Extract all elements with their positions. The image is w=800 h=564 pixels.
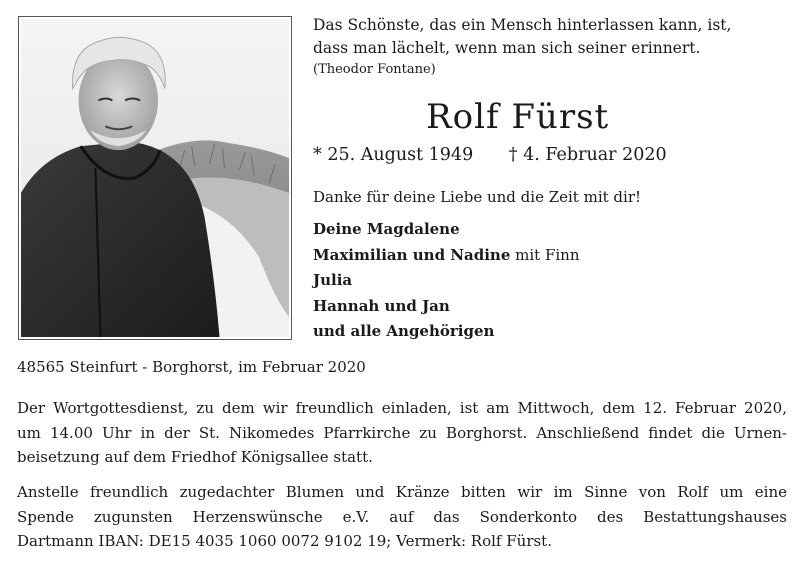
- paragraph-line: Spende zugunsten Herzenswünsche e.V. auf das Sonderkonto des Bestattungshauses: [17, 507, 787, 526]
- quote-line: Das Schönste, das ein Mensch hinterlassen kann, ist,: [313, 16, 732, 34]
- family-member: [313, 294, 580, 320]
- quote-block: [313, 14, 793, 80]
- death-date: † 4. Februar 2020: [508, 145, 667, 165]
- quote-line: dass man lächelt, wenn man sich seiner erinnert.: [313, 39, 701, 57]
- family-member: [313, 243, 580, 269]
- family-member-extra: mit Finn: [510, 245, 580, 264]
- family-member: [313, 319, 580, 345]
- deceased-name: Rolf Fürst: [426, 97, 610, 137]
- paragraph-line: beisetzung auf dem Friedhof Königsallee statt.: [17, 448, 373, 466]
- paragraph-line: um 14.00 Uhr in der St. Nikomedes Pfarrkirche zu Borghorst. Anschließend findet die Urnen-: [17, 423, 787, 442]
- family-member-name: Hannah und Jan: [313, 296, 450, 315]
- service-paragraph: [17, 396, 787, 470]
- paragraph-line: Der Wortgottesdienst, zu dem wir freundlich einladen, ist am Mittwoch, dem 12. Februar 2020,: [17, 399, 787, 417]
- life-dates: [313, 145, 667, 165]
- family-member: [313, 268, 580, 294]
- family-member-name: und alle Angehörigen: [313, 322, 495, 340]
- paragraph-line: Dartmann IBAN: DE15 4035 1060 0072 9102 19; Vermerk: Rolf Fürst.: [17, 532, 552, 550]
- birth-date: * 25. August 1949: [313, 145, 474, 165]
- place-and-date: 48565 Steinfurt - Borghorst, im Februar 2020: [17, 358, 366, 376]
- thanks-line: Danke für deine Liebe und die Zeit mit dir!: [313, 188, 642, 206]
- portrait-icon: [21, 19, 289, 337]
- family-member-name: Julia: [313, 271, 353, 289]
- portrait-photo: [18, 16, 292, 340]
- paragraph-line: Anstelle freundlich zugedachter Blumen und Kränze bitten wir im Sinne von Rolf um eine: [17, 483, 787, 501]
- quote-source: (Theodor Fontane): [313, 62, 436, 77]
- family-member-name: Maximilian und Nadine: [313, 245, 511, 264]
- family-member-name: Deine Magdalene: [313, 220, 460, 238]
- family-list: [313, 217, 580, 345]
- family-member: [313, 217, 580, 243]
- donation-paragraph: [17, 480, 787, 554]
